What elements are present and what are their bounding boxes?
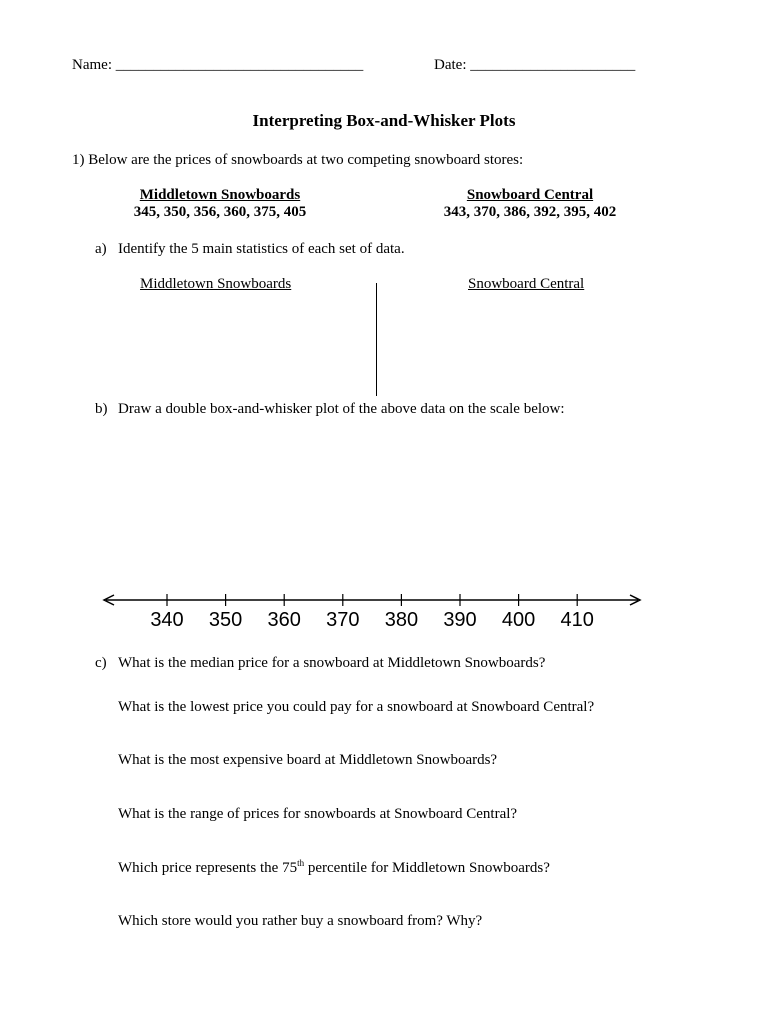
question-c-2: What is the lowest price you could pay for a snowboard at Snowboard Central? [118,699,595,715]
date-label: Date: [434,57,467,73]
question-c-3: What is the most expensive board at Middletown Snowboards? [118,752,498,768]
question-c-1: What is the median price for a snowboard at Middletown Snowboards? [118,655,546,671]
tick-label: 390 [443,609,477,631]
part-c-marker: c) [95,655,107,671]
part-b-text: Draw a double box-and-whisker plot of the above data on the scale below: [118,401,565,417]
part-a-right-heading: Snowboard Central [468,276,585,292]
question-c-4: What is the range of prices for snowboards at Snowboard Central? [118,806,518,822]
ordinal-suffix: th [297,858,305,868]
store-b-name: Snowboard Central [466,187,594,203]
store-a-name: Middletown Snowboards [139,187,301,203]
tick-label: 360 [267,609,301,631]
part-b-marker: b) [95,401,108,417]
date-field [434,57,635,74]
store-b-block [425,187,635,221]
number-line[interactable] [0,585,768,635]
question-c-6: Which store would you rather buy a snowboard from? Why? [118,913,483,929]
date-blank[interactable]: ______________________ [470,57,636,73]
store-b-prices: 343, 370, 386, 392, 395, 402 [443,204,617,220]
question-c-5-end: percentile for Middletown Snowboards? [304,860,550,876]
page-title: Interpreting Box-and-Whisker Plots [252,111,516,130]
tick-label: 380 [384,609,419,631]
part-a-text: Identify the 5 main statistics of each set of data. [118,241,405,257]
tick-label: 370 [326,609,360,631]
tick-label: 340 [150,609,184,631]
name-label: Name: [72,57,112,73]
part-a-marker: a) [95,241,107,257]
question-c-5 [118,860,550,877]
tick-label: 350 [208,609,243,631]
column-divider [376,283,377,396]
tick-label: 410 [560,609,594,631]
name-blank[interactable]: _________________________________ [115,57,364,73]
tick-label: 400 [501,609,536,631]
name-field [72,57,363,74]
store-a-prices: 345, 350, 356, 360, 375, 405 [133,204,307,220]
question-c-5-start: Which price represents the 75 [118,860,298,876]
question-1-intro: 1) Below are the prices of snowboards at two competing snowboard stores: [72,152,524,168]
store-a-block [110,187,330,221]
part-a-left-heading: Middletown Snowboards [140,276,292,292]
